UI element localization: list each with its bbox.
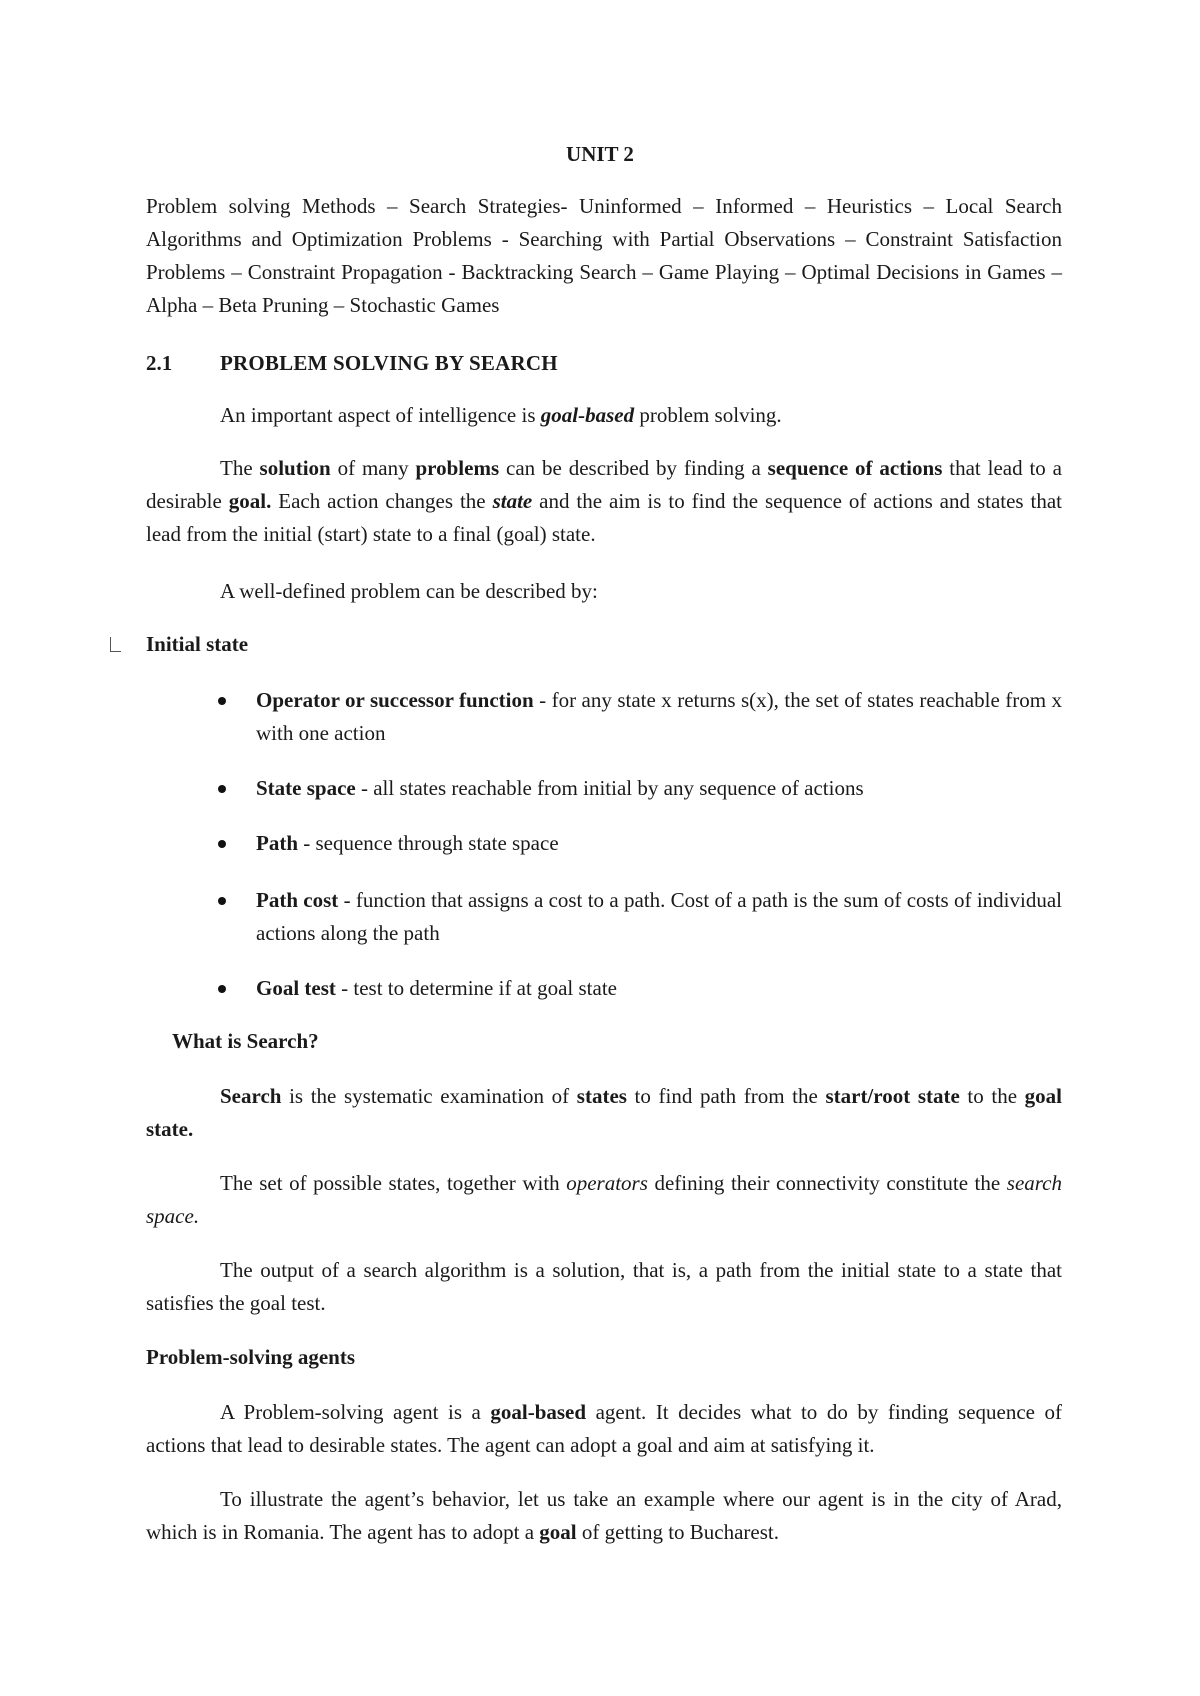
- checkbox-bullet-icon: [110, 637, 121, 652]
- well-defined-paragraph: A well-defined problem can be described by:: [220, 579, 598, 603]
- bullet-dot-icon: [218, 785, 226, 793]
- list-item: Operator or successor function - for any state x returns s(x), the set of states reachable from x with one action: [256, 688, 1062, 745]
- what-is-search-heading: What is Search?: [172, 1029, 319, 1053]
- output-paragraph: The output of a search algorithm is a solution, that is, a path from the initial state to a state that satisfies the goal test.: [146, 1258, 1062, 1315]
- bullet-dot-icon: [218, 985, 226, 993]
- list-item: State space - all states reachable from initial by any sequence of actions: [256, 776, 864, 800]
- list-item: Path - sequence through state space: [256, 831, 559, 855]
- list-item: Path cost - function that assigns a cost to a path. Cost of a path is the sum of costs of individual actions along the path: [256, 888, 1062, 945]
- section-title: PROBLEM SOLVING BY SEARCH: [220, 351, 558, 375]
- section-number: 2.1: [146, 351, 173, 375]
- unit-title: UNIT 2: [566, 142, 634, 166]
- illustrate-paragraph: To illustrate the agent’s behavior, let us take an example where our agent is in the city of Arad, which is in Romania. The agent has to adopt a goal of getting to Bucharest.: [146, 1487, 1062, 1544]
- search-space-paragraph: The set of possible states, together with operators defining their connectivity constitute the search space.: [146, 1171, 1062, 1228]
- bullet-dot-icon: [218, 697, 226, 705]
- syllabus-paragraph: Problem solving Methods – Search Strategies- Uninformed – Informed – Heuristics – Local Search Algorithms and Optimization Problems - Searching with Partial Observations – Constraint Satisfaction Problems – Constraint Propagation - Backtracking Search – Game Playing – Optimal Decisions in Games – Alpha – Beta Pruning – Stochastic Games: [146, 194, 1062, 317]
- initial-state-heading: Initial state: [146, 632, 249, 656]
- agents-paragraph: A Problem-solving agent is a goal-based agent. It decides what to do by finding sequence of actions that lead to desirable states. The agent can adopt a goal and aim at satisfying it.: [146, 1400, 1062, 1457]
- list-item: Goal test - test to determine if at goal state: [256, 976, 617, 1000]
- solution-paragraph: The solution of many problems can be described by finding a sequence of actions that lead to a desirable goal. Each action changes the state and the aim is to find the sequence of actions and states that lead from the initial (start) state to a final (goal) state.: [146, 456, 1063, 546]
- bullet-dot-icon: [218, 897, 226, 905]
- intro-paragraph: An important aspect of intelligence is goal-based problem solving.: [220, 403, 782, 427]
- bullet-dot-icon: [218, 840, 226, 848]
- search-paragraph: Search is the systematic examination of states to find path from the start/root state to the goal state.: [146, 1084, 1063, 1141]
- agents-heading: Problem-solving agents: [146, 1345, 356, 1369]
